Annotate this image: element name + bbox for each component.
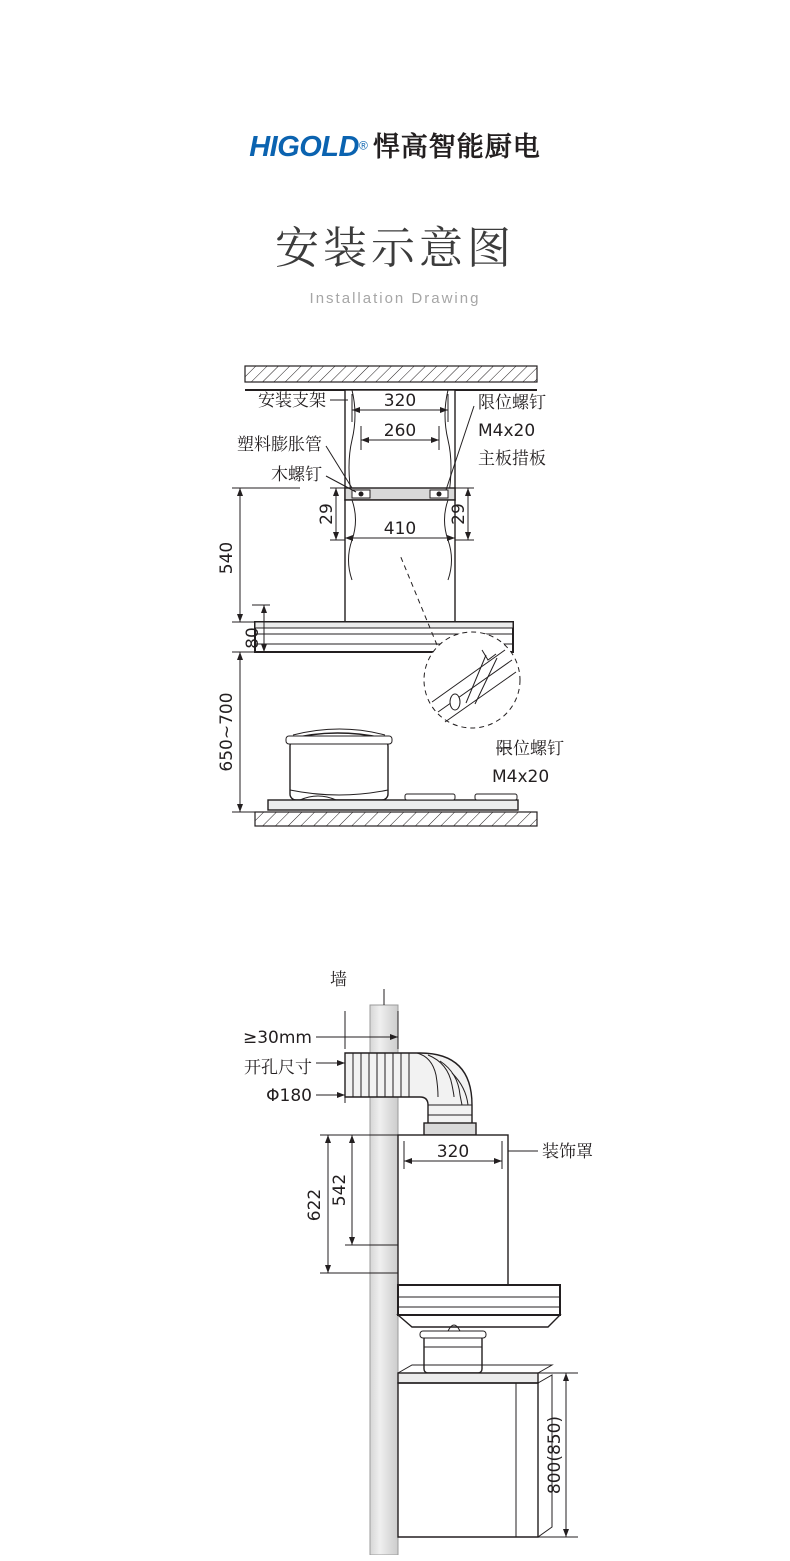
top-installation-diagram bbox=[0, 350, 790, 890]
dimension-80-label: 80 bbox=[243, 627, 263, 649]
dimension-260-label: 260 bbox=[383, 421, 417, 441]
label-hole-size-text: 开孔尺寸 bbox=[244, 1058, 312, 1078]
counter-cabinet bbox=[398, 1365, 552, 1537]
dimension-800-850-label: 800(850) bbox=[545, 1415, 565, 1495]
label-plastic-anchor-text: 塑料膨胀管 bbox=[237, 435, 322, 455]
dimension-320-label: 320 bbox=[383, 391, 417, 411]
ceiling-hatch bbox=[245, 366, 537, 390]
registered-mark-icon: ® bbox=[358, 138, 368, 153]
dimension-540-label: 540 bbox=[217, 541, 237, 575]
dimension-29-right-label: 29 bbox=[449, 503, 469, 525]
dimension-320-bottom-label: 320 bbox=[436, 1142, 470, 1162]
label-decor-cover-text: 装饰罩 bbox=[542, 1142, 593, 1162]
page-subtitle: Installation Drawing bbox=[309, 290, 481, 307]
label-limit-screw bbox=[446, 393, 546, 490]
label-wall bbox=[330, 970, 384, 1005]
callout-limit-screw-text: 限位螺钉 bbox=[496, 739, 564, 759]
callout-limit-screw-spec: M4x20 bbox=[492, 767, 550, 787]
dimension-542-label: 542 bbox=[330, 1173, 350, 1207]
label-limit-screw-spec: M4x20 bbox=[478, 421, 536, 441]
range-hood-body-2 bbox=[398, 1285, 560, 1327]
flexible-duct bbox=[345, 1053, 476, 1135]
dimension-650-700 bbox=[217, 652, 268, 812]
label-bracket bbox=[258, 391, 348, 411]
dimension-min-gap-label: ≥30mm bbox=[243, 1028, 312, 1048]
cooking-pot bbox=[286, 729, 392, 800]
dimension-29-left bbox=[317, 488, 345, 540]
label-decor-cover bbox=[508, 1142, 593, 1162]
brand-name-en: HIGOLD bbox=[249, 131, 359, 163]
brand-logo bbox=[0, 125, 790, 164]
label-main-board-text: 主板措板 bbox=[478, 449, 546, 469]
label-bracket-text: 安装支架 bbox=[258, 391, 326, 411]
bottom-installation-diagram bbox=[0, 945, 790, 1555]
dimension-800-850 bbox=[538, 1373, 578, 1537]
brand-name-cn: 悍高智能厨电 bbox=[372, 132, 541, 163]
label-hole-diameter-text: Φ180 bbox=[266, 1086, 312, 1106]
dimension-622-label: 622 bbox=[305, 1188, 325, 1222]
dimension-29-left-label: 29 bbox=[317, 503, 337, 525]
label-hole-size bbox=[244, 1055, 345, 1106]
dimension-540 bbox=[217, 488, 300, 622]
cooking-pot-2 bbox=[420, 1325, 486, 1373]
dimension-410-label: 410 bbox=[383, 519, 417, 539]
dimension-650-700-label: 650~700 bbox=[217, 692, 237, 772]
label-wall-text: 墙 bbox=[330, 970, 347, 990]
page-title: 安装示意图 bbox=[275, 223, 515, 274]
label-wood-screw-text: 木螺钉 bbox=[271, 465, 322, 485]
callout-limit-screw bbox=[492, 739, 564, 787]
label-limit-screw-text: 限位螺钉 bbox=[478, 393, 546, 413]
mounting-bracket bbox=[345, 488, 455, 500]
